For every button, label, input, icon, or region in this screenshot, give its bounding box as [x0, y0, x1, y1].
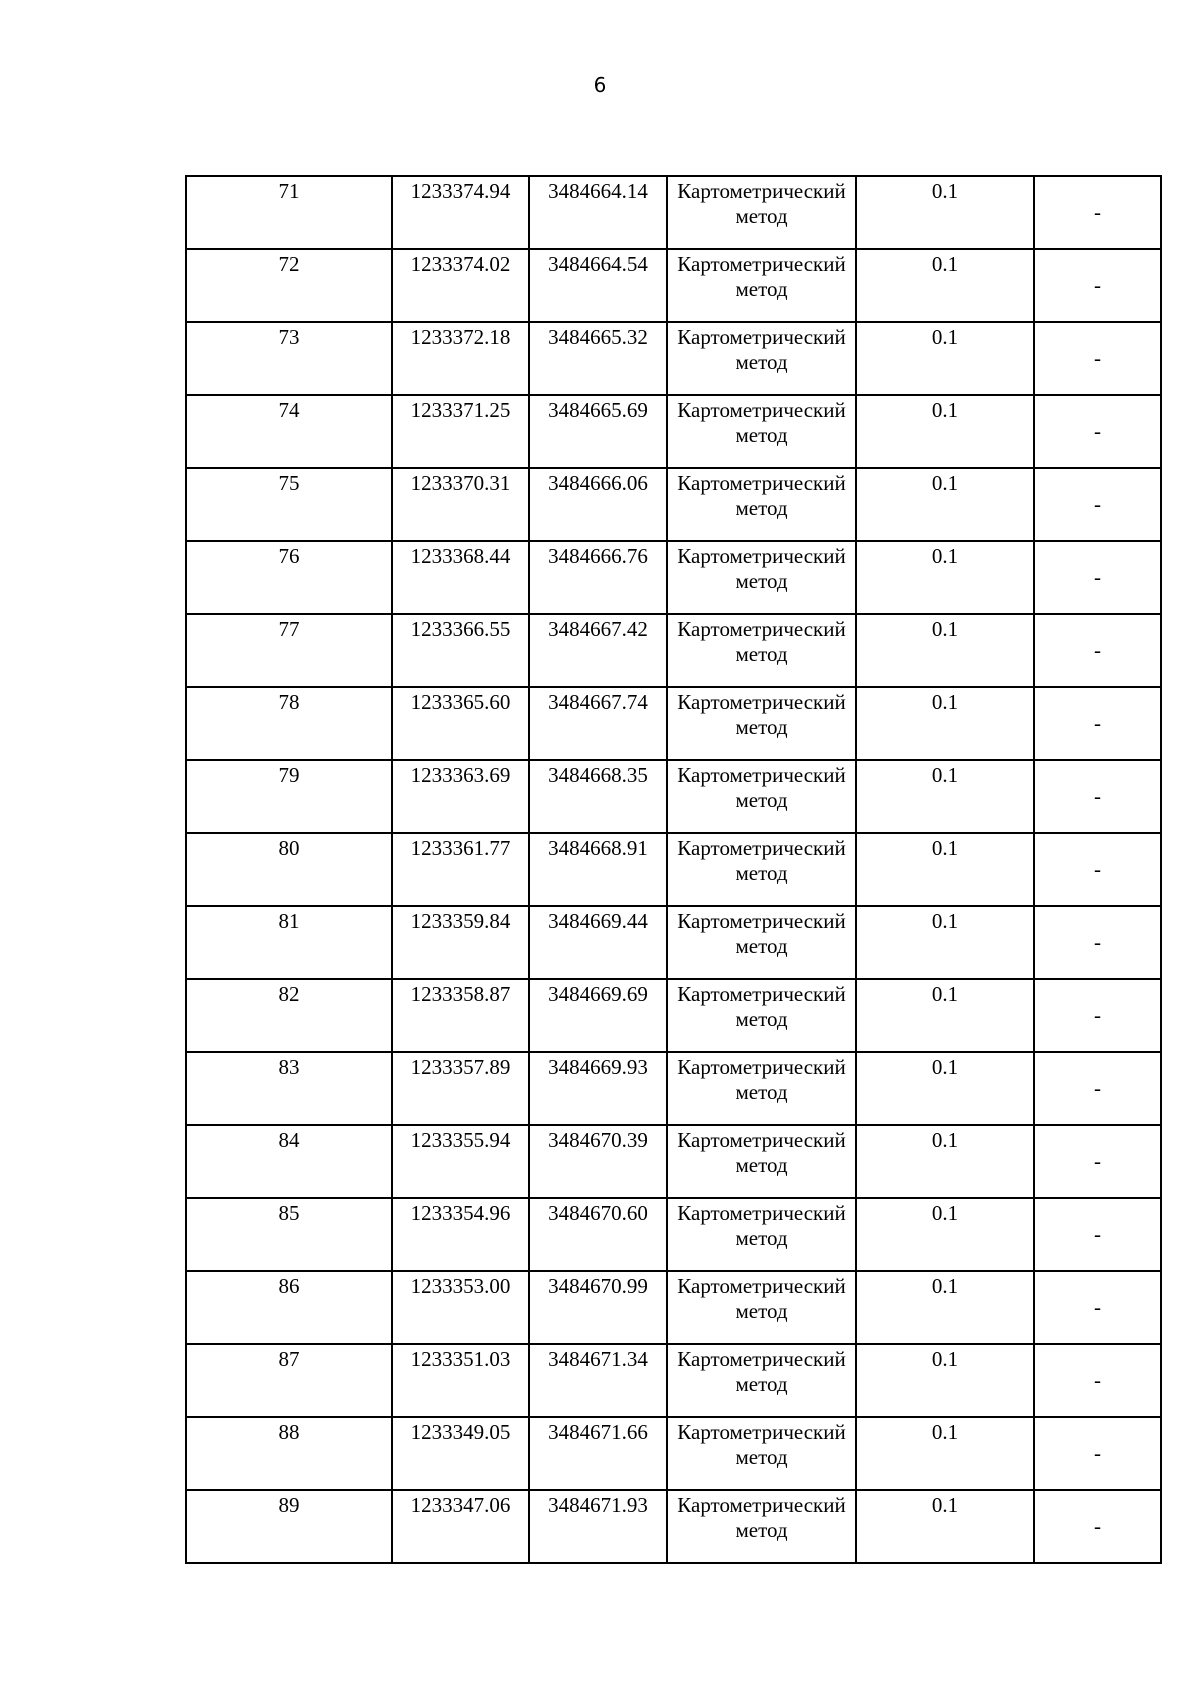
accuracy-cell: 0.1	[856, 1271, 1034, 1344]
point-number-cell: 82	[186, 979, 392, 1052]
accuracy-cell: 0.1	[856, 687, 1034, 760]
x-coordinate-cell: 1233361.77	[392, 833, 529, 906]
table-row	[186, 1271, 1161, 1344]
y-coordinate-cell: 3484664.54	[529, 249, 667, 322]
method-cell: Картометрический метод	[667, 541, 856, 614]
accuracy-cell: 0.1	[856, 322, 1034, 395]
method-cell: Картометрический метод	[667, 176, 856, 249]
y-coordinate-cell: 3484670.60	[529, 1198, 667, 1271]
x-coordinate-cell: 1233374.02	[392, 249, 529, 322]
table-row	[186, 1052, 1161, 1125]
accuracy-cell: 0.1	[856, 1052, 1034, 1125]
method-cell: Картометрический метод	[667, 1125, 856, 1198]
table-row	[186, 1344, 1161, 1417]
y-coordinate-cell: 3484666.76	[529, 541, 667, 614]
note-cell: -	[1034, 541, 1161, 614]
note-cell: -	[1034, 1271, 1161, 1344]
accuracy-cell: 0.1	[856, 1417, 1034, 1490]
point-number-cell: 73	[186, 322, 392, 395]
y-coordinate-cell: 3484671.93	[529, 1490, 667, 1563]
point-number-cell: 79	[186, 760, 392, 833]
x-coordinate-cell: 1233349.05	[392, 1417, 529, 1490]
table-row	[186, 906, 1161, 979]
note-cell: -	[1034, 614, 1161, 687]
table-row	[186, 1417, 1161, 1490]
note-cell: -	[1034, 687, 1161, 760]
table-row	[186, 760, 1161, 833]
y-coordinate-cell: 3484669.69	[529, 979, 667, 1052]
point-number-cell: 78	[186, 687, 392, 760]
note-cell: -	[1034, 395, 1161, 468]
point-number-cell: 76	[186, 541, 392, 614]
table-row	[186, 468, 1161, 541]
method-cell: Картометрический метод	[667, 687, 856, 760]
method-cell: Картометрический метод	[667, 1271, 856, 1344]
accuracy-cell: 0.1	[856, 906, 1034, 979]
y-coordinate-cell: 3484667.74	[529, 687, 667, 760]
table-row	[186, 541, 1161, 614]
x-coordinate-cell: 1233359.84	[392, 906, 529, 979]
x-coordinate-cell: 1233351.03	[392, 1344, 529, 1417]
x-coordinate-cell: 1233366.55	[392, 614, 529, 687]
y-coordinate-cell: 3484669.93	[529, 1052, 667, 1125]
method-cell: Картометрический метод	[667, 322, 856, 395]
y-coordinate-cell: 3484665.69	[529, 395, 667, 468]
y-coordinate-cell: 3484671.66	[529, 1417, 667, 1490]
y-coordinate-cell: 3484668.91	[529, 833, 667, 906]
accuracy-cell: 0.1	[856, 760, 1034, 833]
note-cell: -	[1034, 979, 1161, 1052]
note-cell: -	[1034, 249, 1161, 322]
y-coordinate-cell: 3484664.14	[529, 176, 667, 249]
method-cell: Картометрический метод	[667, 833, 856, 906]
point-number-cell: 72	[186, 249, 392, 322]
page-number: 6	[593, 73, 607, 97]
method-cell: Картометрический метод	[667, 1490, 856, 1563]
accuracy-cell: 0.1	[856, 249, 1034, 322]
accuracy-cell: 0.1	[856, 468, 1034, 541]
table-row	[186, 833, 1161, 906]
x-coordinate-cell: 1233353.00	[392, 1271, 529, 1344]
method-cell: Картометрический метод	[667, 249, 856, 322]
method-cell: Картометрический метод	[667, 468, 856, 541]
point-number-cell: 86	[186, 1271, 392, 1344]
point-number-cell: 81	[186, 906, 392, 979]
point-number-cell: 89	[186, 1490, 392, 1563]
x-coordinate-cell: 1233357.89	[392, 1052, 529, 1125]
point-number-cell: 74	[186, 395, 392, 468]
point-number-cell: 87	[186, 1344, 392, 1417]
note-cell: -	[1034, 1417, 1161, 1490]
point-number-cell: 88	[186, 1417, 392, 1490]
note-cell: -	[1034, 1125, 1161, 1198]
method-cell: Картометрический метод	[667, 760, 856, 833]
table-row	[186, 1125, 1161, 1198]
coordinates-table	[185, 175, 1162, 1564]
note-cell: -	[1034, 176, 1161, 249]
method-cell: Картометрический метод	[667, 1417, 856, 1490]
point-number-cell: 83	[186, 1052, 392, 1125]
note-cell: -	[1034, 1052, 1161, 1125]
point-number-cell: 75	[186, 468, 392, 541]
note-cell: -	[1034, 760, 1161, 833]
x-coordinate-cell: 1233370.31	[392, 468, 529, 541]
point-number-cell: 77	[186, 614, 392, 687]
x-coordinate-cell: 1233354.96	[392, 1198, 529, 1271]
point-number-cell: 84	[186, 1125, 392, 1198]
table-row	[186, 249, 1161, 322]
y-coordinate-cell: 3484671.34	[529, 1344, 667, 1417]
y-coordinate-cell: 3484669.44	[529, 906, 667, 979]
table-row	[186, 1490, 1161, 1563]
method-cell: Картометрический метод	[667, 1198, 856, 1271]
accuracy-cell: 0.1	[856, 833, 1034, 906]
x-coordinate-cell: 1233355.94	[392, 1125, 529, 1198]
accuracy-cell: 0.1	[856, 541, 1034, 614]
x-coordinate-cell: 1233363.69	[392, 760, 529, 833]
accuracy-cell: 0.1	[856, 614, 1034, 687]
point-number-cell: 85	[186, 1198, 392, 1271]
x-coordinate-cell: 1233358.87	[392, 979, 529, 1052]
note-cell: -	[1034, 1344, 1161, 1417]
accuracy-cell: 0.1	[856, 395, 1034, 468]
note-cell: -	[1034, 1490, 1161, 1563]
table-row	[186, 395, 1161, 468]
y-coordinate-cell: 3484665.32	[529, 322, 667, 395]
accuracy-cell: 0.1	[856, 979, 1034, 1052]
table-body	[186, 176, 1161, 1563]
y-coordinate-cell: 3484668.35	[529, 760, 667, 833]
x-coordinate-cell: 1233371.25	[392, 395, 529, 468]
y-coordinate-cell: 3484670.99	[529, 1271, 667, 1344]
note-cell: -	[1034, 906, 1161, 979]
x-coordinate-cell: 1233347.06	[392, 1490, 529, 1563]
method-cell: Картометрический метод	[667, 979, 856, 1052]
note-cell: -	[1034, 1198, 1161, 1271]
method-cell: Картометрический метод	[667, 614, 856, 687]
note-cell: -	[1034, 468, 1161, 541]
accuracy-cell: 0.1	[856, 1344, 1034, 1417]
point-number-cell: 80	[186, 833, 392, 906]
y-coordinate-cell: 3484666.06	[529, 468, 667, 541]
accuracy-cell: 0.1	[856, 1198, 1034, 1271]
table-row	[186, 979, 1161, 1052]
x-coordinate-cell: 1233372.18	[392, 322, 529, 395]
note-cell: -	[1034, 833, 1161, 906]
table-row	[186, 687, 1161, 760]
accuracy-cell: 0.1	[856, 1125, 1034, 1198]
table-row	[186, 614, 1161, 687]
table-row	[186, 176, 1161, 249]
x-coordinate-cell: 1233365.60	[392, 687, 529, 760]
accuracy-cell: 0.1	[856, 1490, 1034, 1563]
method-cell: Картометрический метод	[667, 395, 856, 468]
point-number-cell: 71	[186, 176, 392, 249]
accuracy-cell: 0.1	[856, 176, 1034, 249]
x-coordinate-cell: 1233368.44	[392, 541, 529, 614]
table-row	[186, 1198, 1161, 1271]
y-coordinate-cell: 3484670.39	[529, 1125, 667, 1198]
method-cell: Картометрический метод	[667, 906, 856, 979]
note-cell: -	[1034, 322, 1161, 395]
x-coordinate-cell: 1233374.94	[392, 176, 529, 249]
method-cell: Картометрический метод	[667, 1052, 856, 1125]
y-coordinate-cell: 3484667.42	[529, 614, 667, 687]
method-cell: Картометрический метод	[667, 1344, 856, 1417]
table-row	[186, 322, 1161, 395]
